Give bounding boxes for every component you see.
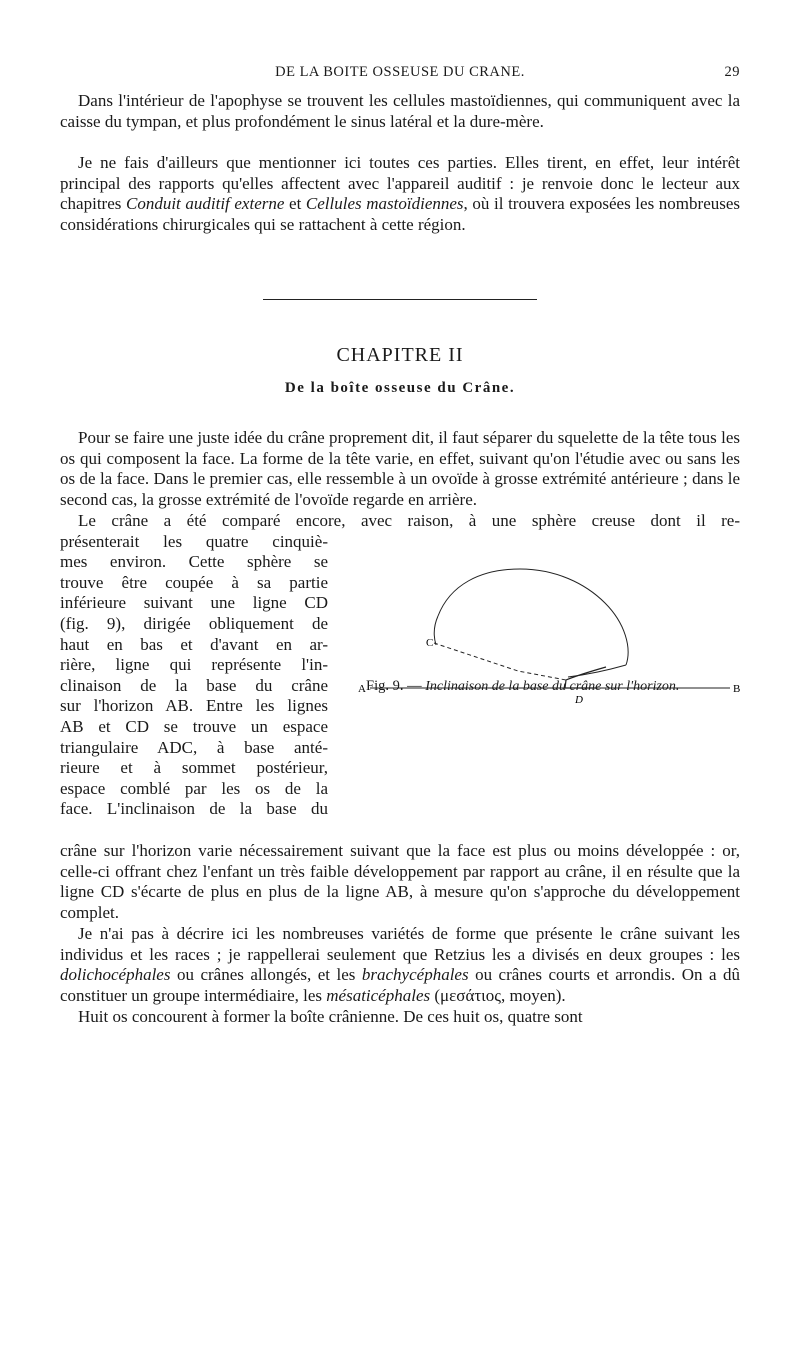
column-line: trouve être coupée à sa partie (60, 572, 328, 592)
paragraph-eight-bones: Huit os concourent à former la boîte crânienne. De ces huit os, quatre sont (78, 1007, 583, 1026)
running-title: DE LA BOITE OSSEUSE DU CRANE. (275, 64, 525, 80)
chapter-reference: Cellules mastoïdiennes (305, 194, 464, 214)
column-line: face. L'inclinaison de la base du (60, 799, 328, 819)
paragraph-inclination: crâne sur l'horizon varie nécessairement suivant que la face est plus ou moins développée : or, celle-ci offrant chez l'enfant un très faible développement par rapport au crâne, il en résulte que la ligne CD s'écarte de plus en plus de la ligne AB, à mesure qu'on s'approche du développement complet. (60, 841, 740, 922)
column-line: sur l'horizon AB. Entre les lignes (60, 696, 328, 716)
figure-caption: Fig. 9. — Inclinaison de la base du crâne sur l'horizon. (366, 678, 680, 694)
paragraph-sphere-line: Le crâne a été comparé encore, avec raison, à une sphère creuse dont il re- (78, 511, 740, 530)
label-a: A (358, 683, 366, 695)
column-line: AB et CD se trouve un espace (60, 717, 328, 736)
running-header (60, 64, 740, 86)
column-line: (fig. 9), dirigée obliquement de (60, 614, 328, 633)
section-divider (263, 299, 537, 300)
chapter-subtitle: De la boîte osseuse du Crâne. (284, 380, 516, 396)
column-line: rieure et à sommet postérieur, (60, 758, 328, 778)
term: brachycéphales (361, 965, 469, 985)
paragraph-skull-shape: Pour se faire une juste idée du crâne proprement dit, il faut séparer du squelette de la tête tous les os qui composent la face. La forme de la tête varie, en effet, suivant qu'on l'étudie avec ou sans les os de la face. Dans le premier cas, elle ressemble à un ovoïde à grosse extrémité antérieure ; dans le second cas, la grosse extrémité de l'ovoïde regarde en arrière. (60, 428, 740, 509)
label-c: C (426, 637, 434, 649)
page-number: 29 (724, 64, 740, 80)
term: dolichocéphales (60, 965, 171, 985)
column-line: triangulaire ADC, à base anté- (60, 737, 328, 757)
column-line: espace comblé par les os de la (60, 778, 328, 798)
column-line: clinaison de la base du crâne (60, 675, 328, 695)
column-line: mes environ. Cette sphère se (60, 552, 328, 572)
chapter-heading: CHAPITRE II (336, 344, 464, 366)
term: mésaticéphales (326, 985, 431, 1005)
column-line: rière, ligne qui représente l'in- (60, 655, 328, 675)
column-line: inférieure suivant une ligne CD (60, 593, 328, 613)
chapter-reference: Conduit auditif externe (125, 194, 285, 214)
column-line: haut en bas et d'avant en ar- (60, 634, 328, 654)
figure-9-diagram (330, 563, 770, 706)
skull-outline (434, 569, 628, 688)
paragraph-mastoid-cells: Dans l'intérieur de l'apophyse se trouvent les cellules mastoïdiennes, qui communiquent avec la caisse du tympan, et plus profondément le sinus latéral et la dure-mère. (60, 91, 740, 131)
paragraph-cross-reference: Je ne fais d'ailleurs que mentionner ici toutes ces parties. Elles tirent, en effet, leur intérêt principal des rapports qu'elles affectent avec l'appareil auditif : je renvoie donc le lecteur aux chapitres Conduit auditif externe et Cellules mastoïdiennes, où il trouvera exposées les nombreuses considérations chirurgicales qui se rattachent à cette région. (60, 153, 741, 234)
paragraph-skull-varieties: Je n'ai pas à décrire ici les nombreuses variétés de forme que présente le crâne suivant les individus et les races ; je rappellerai seulement que Retzius les a divisés en deux groupes : les dolichocéphales ou crânes allongés, et les brachycéphales ou crânes courts et arrondis. On a dû constituer un groupe intermédiaire, les mésaticéphales (μεσάτιος, moyen). (60, 924, 741, 1005)
base-line-cd (434, 643, 566, 680)
label-b: B (733, 683, 741, 695)
label-d: D (575, 694, 583, 706)
column-line: présenterait les quatre cinquiè- (60, 531, 328, 551)
